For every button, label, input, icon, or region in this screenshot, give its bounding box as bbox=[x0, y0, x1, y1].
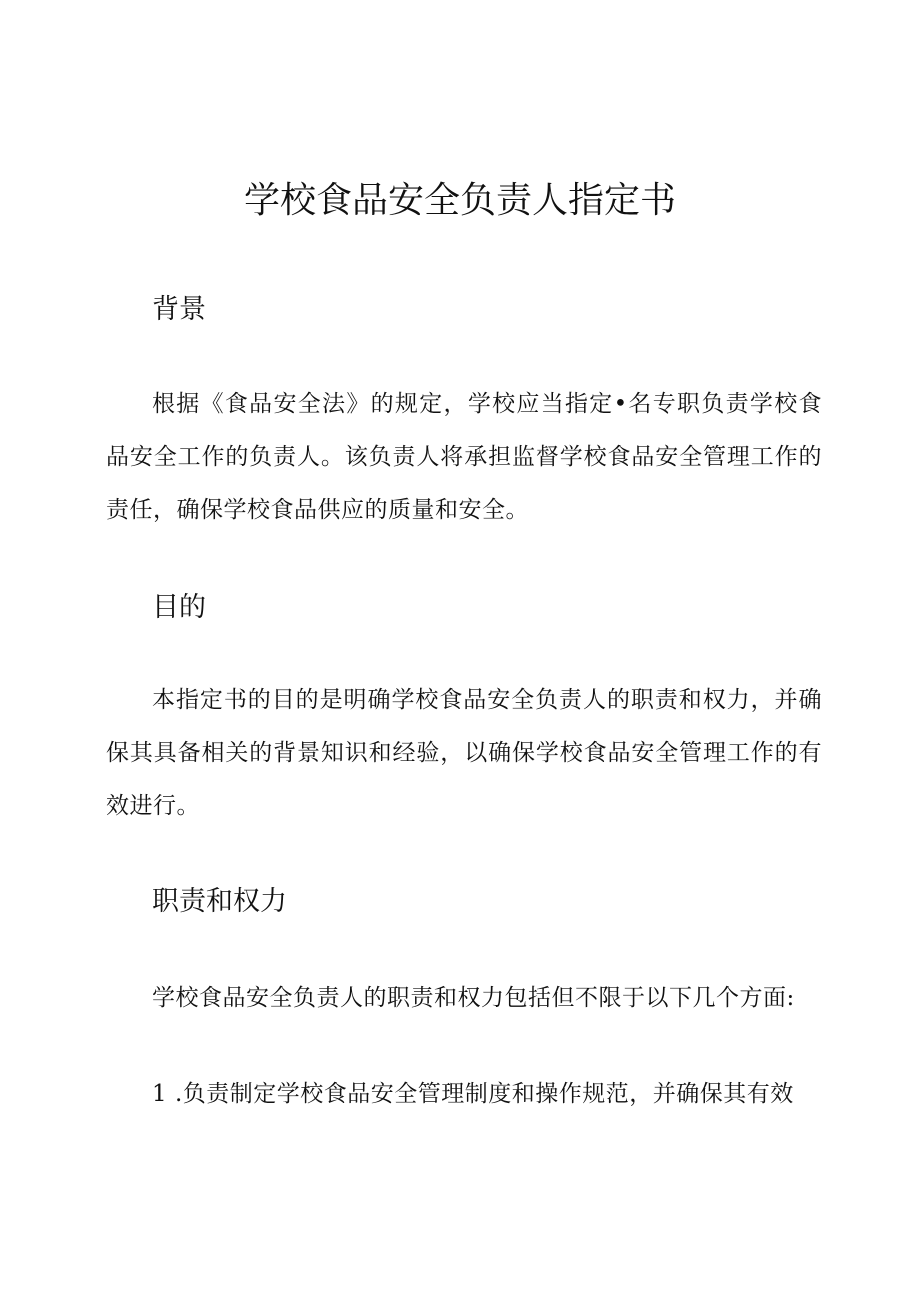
section-body-purpose: 本指定书的目的是明确学校食品安全负责人的职责和权力，并确保其具备相关的背景知识和经验，以确保学校食品安全管理工作的有效进行。 bbox=[106, 687, 822, 819]
section-body-duties: 学校食品安全负责人的职责和权力包括但不限于以下几个方面: bbox=[152, 985, 795, 1011]
section-heading-purpose: 目的 bbox=[152, 592, 206, 623]
list-item: 1 .负责制定学校食品安全管理制度和操作规范，并确保其有效 bbox=[152, 1081, 794, 1107]
document-title: 学校食品安全负责人指定书 bbox=[243, 180, 676, 221]
section-heading-duties: 职责和权力 bbox=[152, 886, 287, 917]
section-body-background: 根据《食品安全法》的规定，学校应当指定•名专职负责学校食品安全工作的负责人。该负责人将承担监督学校食品安全管理工作的责任，确保学校食品供应的质量和安全。 bbox=[106, 391, 822, 523]
section-heading-background: 背景 bbox=[152, 294, 206, 325]
